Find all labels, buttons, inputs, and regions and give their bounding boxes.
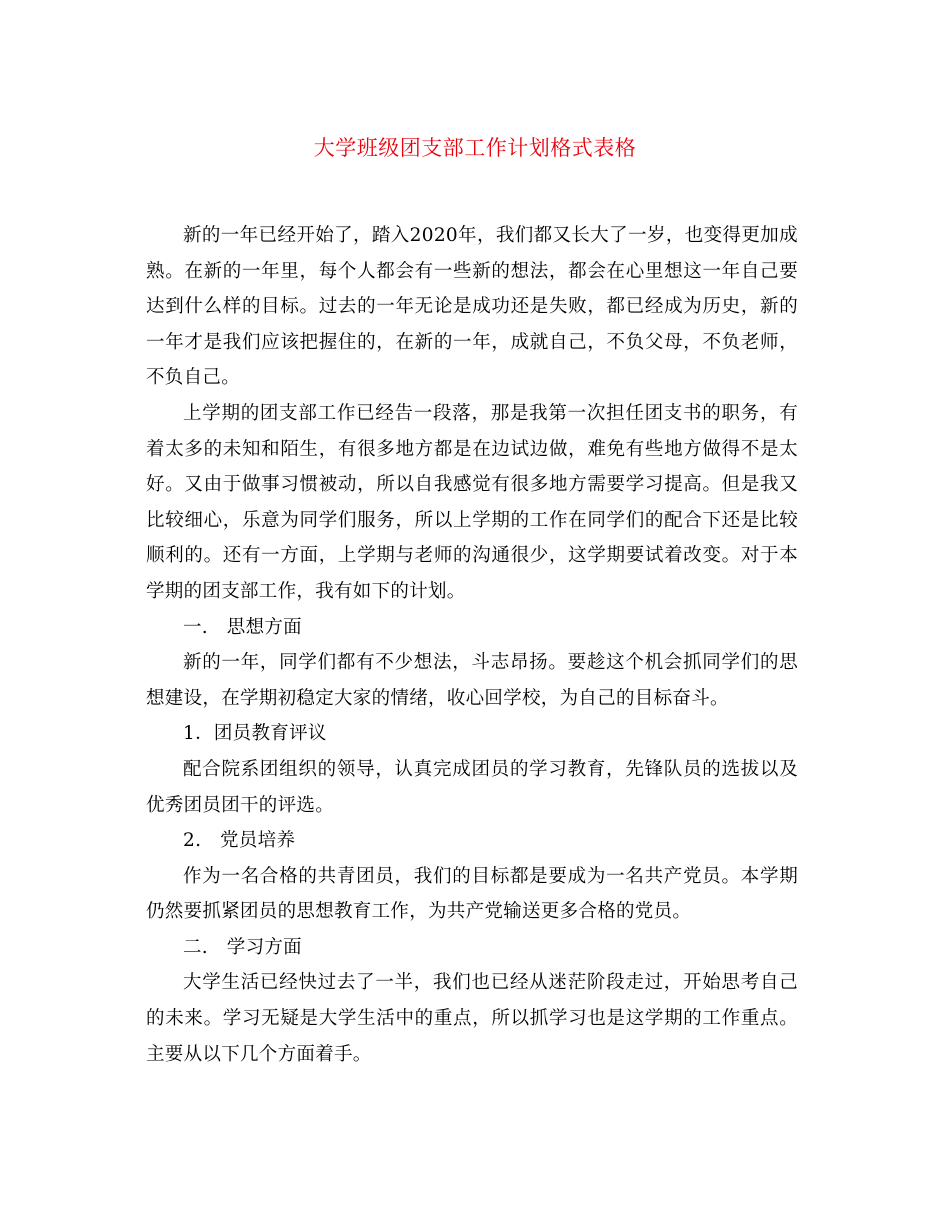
study-paragraph: 大学生活已经快过去了一半，我们也已经从迷茫阶段走过，开始思考自己的未来。学习无疑是大学生活中的重点，所以抓学习也是这学期的工作重点。主要从以下几个方面着手。 xyxy=(146,972,798,1065)
subheading-member-education: 1．团员教育评议 xyxy=(183,723,327,745)
review-paragraph: 上学期的团支部工作已经告一段落，那是我第一次担任团支书的职务，有着太多的未知和陌生，有很多地方都是在边试边做，难免有些地方做得不是太好。又由于做事习惯被动，所以自我感觉有很多地方需要学习提高。但是我又比较细心，乐意为同学们服务，所以上学期的工作在同学们的配合下还是比较顺利的。还有一方面，上学期与老师的沟通很少，这学期要试着改变。对于本学期的团支部工作，我有如下的计划。 xyxy=(146,402,798,602)
intro-paragraph: 新的一年已经开始了，踏入2020年，我们都又长大了一岁，也变得更加成熟。在新的一年里，每个人都会有一些新的想法，都会在心里想这一年自己要达到什么样的目标。过去的一年无论是成功还是失败，都已经成为历史，新的一年才是我们应该把握住的，在新的一年，成就自己，不负父母，不负老师，不负自己。 xyxy=(146,225,798,389)
party-training-paragraph: 作为一名合格的共青团员，我们的目标都是要成为一名共产党员。本学期仍然要抓紧团员的思想教育工作，为共产党输送更多合格的党员。 xyxy=(146,865,798,923)
subheading-party-training: 2. 党员培养 xyxy=(183,830,296,852)
member-education-paragraph: 配合院系团组织的领导，认真完成团员的学习教育，先锋队员的选拔以及优秀团员团干的评选。 xyxy=(146,758,798,816)
section-heading-ideology: 一. 思想方面 xyxy=(183,616,302,638)
section-heading-study: 二. 学习方面 xyxy=(183,936,302,958)
document-title: 大学班级团支部工作计划格式表格 xyxy=(313,136,637,160)
document-body xyxy=(146,218,798,1072)
ideology-paragraph: 新的一年，同学们都有不少想法，斗志昂扬。要趁这个机会抓同学们的思想建设，在学期初稳定大家的情绪，收心回学校，为自己的目标奋斗。 xyxy=(146,652,798,709)
